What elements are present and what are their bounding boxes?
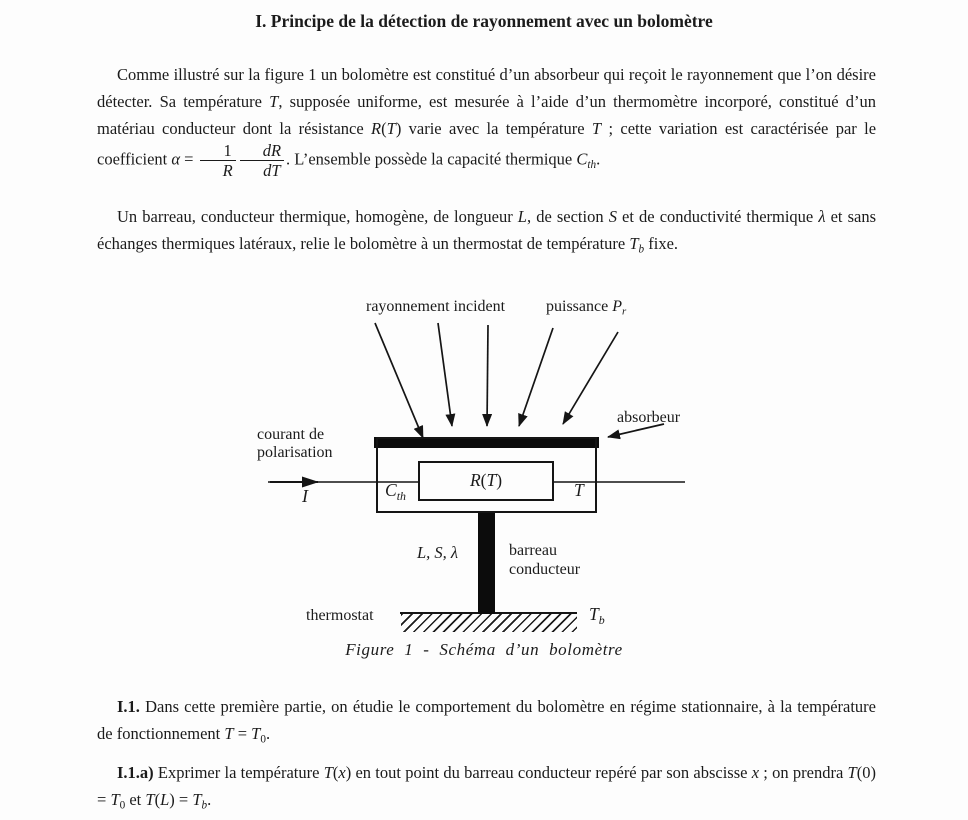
incident-ray-arrow-4 bbox=[519, 328, 553, 426]
paragraph-question-i1a: I.1.a) Exprimer la température T(x) en tout point du barreau conducteur repéré par son abscisse x ; on prendra $T(0) = T_0$ et $T(L) = T_b$. bbox=[97, 763, 876, 812]
page-title: I. Principe de la détection de rayonnement avec un bolomètre bbox=[255, 11, 713, 31]
incident-ray-arrow-1 bbox=[375, 323, 423, 438]
incident-ray-arrow-2 bbox=[438, 323, 452, 426]
label-puissance-pr: puissance $P_r$ bbox=[546, 298, 627, 318]
label-current-i: I bbox=[302, 486, 308, 506]
label-rayonnement-incident: rayonnement incident bbox=[366, 298, 506, 315]
label-bar-properties-lsl: L, S, λ bbox=[417, 543, 459, 562]
figure-1-bolometer-diagram bbox=[0, 295, 968, 673]
incident-ray-arrow-3 bbox=[487, 325, 488, 426]
label-courant-line1: courant de bbox=[257, 426, 325, 443]
paragraph-barreau: Un barreau, conducteur thermique, homogène, de longueur L, de section S et de conductivité thermique λ et sans échanges thermiques latéraux, relie le bolomètre à un thermostat de température $T_b$ fixe. bbox=[97, 207, 877, 256]
label-barreau-line1: barreau bbox=[509, 542, 557, 559]
paragraph-intro-bolometre: Comme illustré sur la figure 1 un bolomètre est constitué d’un absorbeur qui reçoit le rayonnement que l’on désire détecter. Sa température T, supposée uniforme, est mesurée à l’aide d’un thermomètre incorporé, constitué d’un matériau conducteur dont la résistance R(T) varie avec la température T ; cette variation est caractérisée par le coefficient α = $\frac{1}{R}$ $\frac{dR}{dT}$ . L’ensemble possède la capacité thermique $C_{th}$. bbox=[97, 65, 877, 181]
absorbeur-pointer-arrow bbox=[608, 424, 664, 437]
paragraph-question-i1: I.1. Dans cette première partie, on étudie le comportement du bolomètre en régime stationnaire, à la température de fonctionnement $T = T_0$. bbox=[97, 697, 876, 746]
resistor-rt-box: R(T) bbox=[418, 461, 554, 501]
label-absorbeur: absorbeur bbox=[617, 409, 681, 426]
conductor-bar bbox=[478, 511, 495, 614]
incident-ray-arrow-5 bbox=[563, 332, 618, 424]
label-heat-capacity-cth: $C_{th}$ bbox=[385, 480, 406, 503]
label-temperature-t: T bbox=[574, 480, 584, 500]
label-barreau-line2: conducteur bbox=[509, 561, 581, 578]
label-courant-line2: polarisation bbox=[257, 443, 333, 461]
label-thermostat: thermostat bbox=[306, 607, 374, 624]
label-temperature-tb: $T_b$ bbox=[589, 604, 605, 627]
figure-caption: Figure 1 - Schéma d’un bolomètre bbox=[345, 640, 623, 659]
